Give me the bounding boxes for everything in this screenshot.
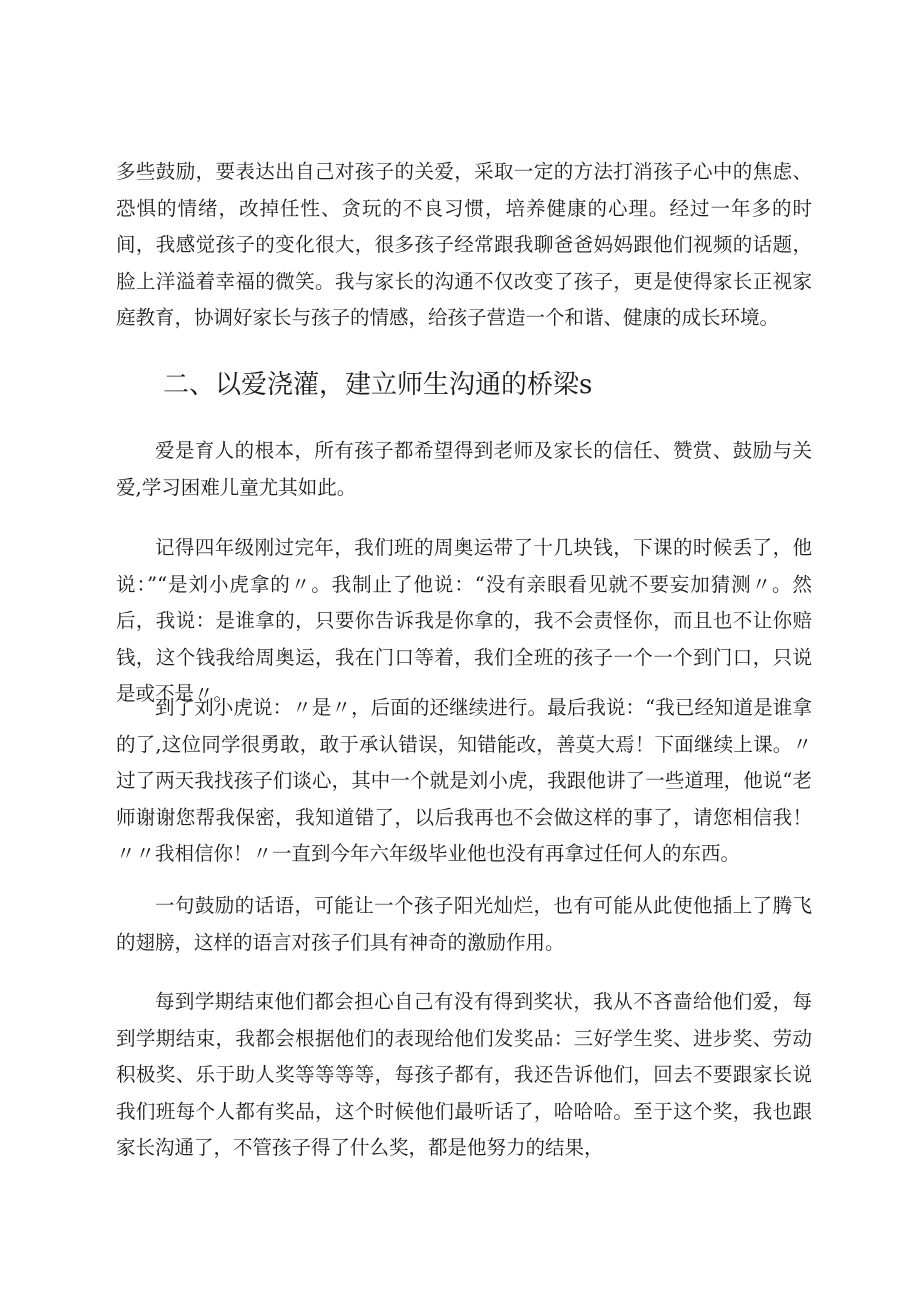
paragraph-3: 记得四年级刚过完年，我们班的周奥运带了十几块钱，下课的时候丢了，他说：”“是刘小虎拿的〃。我制止了他说：“没有亲眼看见就不要妄加猜测〃。然后，我说：是谁拿的，只要你告诉我是你拿的，我不会责怪你，而且也不让你赔钱，这个钱我给周奥运，我在门口等着，我们全班的孩子一个一个到门口，只说是或不是〃。 xyxy=(116,536,812,705)
paragraph-6: 每到学期结束他们都会担心自己有没有得到奖状，我从不吝啬给他们爱，每到学期结束，我都会根据他们的表现给他们发奖品：三好学生奖、进步奖、劳动积极奖、乐于助人奖等等等等，每孩子都有，我还告诉他们，回去不要跟家长说我们班每个人都有奖品，这个时候他们最听话了，哈哈哈。至于这个奖，我也跟家长沟通了，不管孩子得了什么奖，都是他努力的结果， xyxy=(116,990,812,1159)
paragraph-4: 到了刘小虎说：〃是〃，后面的还继续进行。最后我说：“我已经知道是谁拿的了,这位同学很勇敢，敢于承认错误，知错能改，善莫大焉！下面继续上课。〃过了两天我找孩子们谈心，其中一个就是刘小虎，我跟他讲了一些道理，他说“老师谢谢您帮我保密，我知道错了，以后我再也不会做这样的事了，请您相信我！〃〃我相信你！〃一直到今年六年级毕业他也没有再拿过任何人的东西。 xyxy=(116,696,812,865)
paragraph-2: 爱是育人的根本，所有孩子都希望得到老师及家长的信任、赞赏、鼓励与关爱,学习困难儿童尤其如此。 xyxy=(116,439,812,499)
paragraph-1: 多些鼓励，要表达出自己对孩子的关爱，采取一定的方法打消孩子心中的焦虑、恐惧的情绪，改掉任性、贪玩的不良习惯，培养健康的心理。经过一年多的时间，我感觉孩子的变化很大，很多孩子经常跟我聊爸爸妈妈跟他们视频的话题，脸上洋溢着幸福的微笑。我与家长的沟通不仅改变了孩子，更是使得家长正视家庭教育，协调好家长与孩子的情感，给孩子营造一个和谐、健康的成长环境。 xyxy=(116,160,812,329)
paragraph-5: 一句鼓励的话语，可能让一个孩子阳光灿烂，也有可能从此使他插上了腾飞的翅膀，这样的语言对孩子们具有神奇的激励作用。 xyxy=(116,894,812,954)
section-heading: 二、以爱浇灌，建立师生沟通的桥梁s xyxy=(163,370,593,400)
